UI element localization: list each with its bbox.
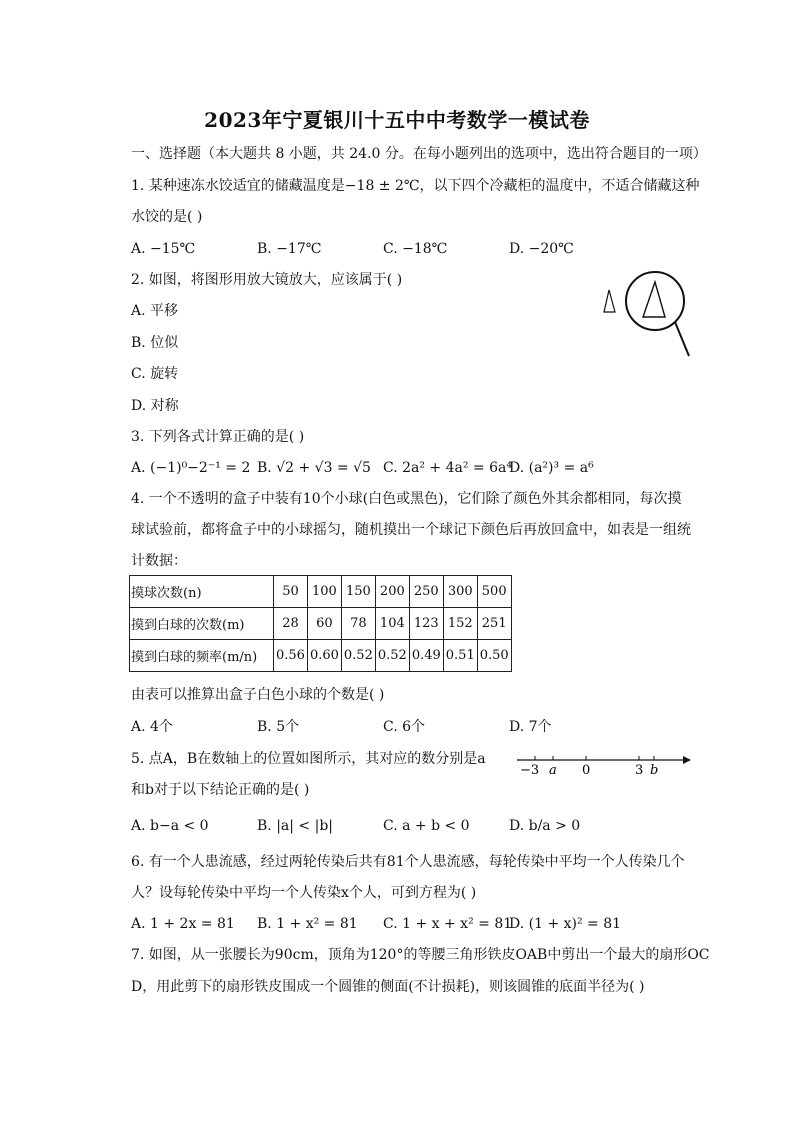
q3-option-d: D. (a²)³ = a⁶ <box>509 460 594 476</box>
table-cell: 500 <box>477 576 511 608</box>
table-row <box>130 608 512 640</box>
table-cell: 0.50 <box>477 640 511 672</box>
table-cell: 0.51 <box>443 640 477 672</box>
q1-option-a: A. −15℃ <box>131 241 196 257</box>
row-label: 摸球次数(n) <box>130 576 274 608</box>
table-cell: 0.52 <box>375 640 409 672</box>
q6-option-d: D. (1 + x)² = 81 <box>509 916 622 932</box>
number-line-figure <box>515 748 695 778</box>
q6-stem-line1: 6. 有一个人患流感，经过两轮传染后共有81个人患流感，每轮传染中平均一个人传染几个 <box>131 854 685 870</box>
magnifier-figure <box>598 268 698 360</box>
q7-stem-line1: 7. 如图，从一张腰长为90cm，顶角为120°的等腰三角形铁皮OAB中剪出一个最大的扇形OC <box>131 947 710 963</box>
q3-option-b: B. √2 + √3 = √5 <box>257 460 371 476</box>
q1-option-c: C. −18℃ <box>383 241 448 257</box>
q4-option-d: D. 7个 <box>509 719 552 735</box>
q2-option-d: D. 对称 <box>131 398 179 414</box>
exam-title: 2023年宁夏银川十五中中考数学一模试卷 <box>204 108 590 132</box>
table-cell: 300 <box>443 576 477 608</box>
q6-option-c: C. 1 + x + x² = 81 <box>383 916 513 932</box>
arrow-right-icon <box>683 756 691 764</box>
q5-option-a: A. b−a < 0 <box>131 818 209 834</box>
q1-option-d: D. −20℃ <box>509 241 574 257</box>
statistics-table <box>129 575 512 672</box>
q4-after-table: 由表可以推算出盒子白色小球的个数是( ) <box>131 687 385 703</box>
q4-stem-line1: 4. 一个不透明的盒子中装有10个小球(白色或黑色)，它们除了颜色外其余都相同，每次摸 <box>131 491 682 507</box>
label-neg3: −3 <box>520 763 540 778</box>
table-cell: 50 <box>274 576 308 608</box>
table-cell: 152 <box>443 608 477 640</box>
table-row <box>130 640 512 672</box>
q4-option-c: C. 6个 <box>383 719 426 735</box>
label-a: a <box>549 763 557 778</box>
q6-stem-line2: 人？设每轮传染中平均一个人传染x个人，可到方程为( ) <box>131 885 477 901</box>
q7-stem-line2: D，用此剪下的扇形铁皮围成一个圆锥的侧面(不计损耗)，则该圆锥的底面半径为( ) <box>131 979 645 995</box>
table-cell: 200 <box>375 576 409 608</box>
q2-stem: 2. 如图，将图形用放大镜放大，应该属于( ) <box>131 272 403 288</box>
q4-stem-line3: 计数据： <box>131 553 187 569</box>
q4-option-b: B. 5个 <box>257 719 300 735</box>
q6-option-b: B. 1 + x² = 81 <box>257 916 358 932</box>
q2-option-b: B. 位似 <box>131 335 179 351</box>
q5-stem-line1: 5. 点A，B在数轴上的位置如图所示，其对应的数分别是a <box>131 751 486 767</box>
row-label: 摸到白球的频率(m/n) <box>130 640 274 672</box>
q2-option-c: C. 旋转 <box>131 366 179 382</box>
table-cell: 0.60 <box>307 640 341 672</box>
table-cell: 0.49 <box>409 640 443 672</box>
label-0: 0 <box>582 763 591 778</box>
table-cell: 123 <box>409 608 443 640</box>
row-label: 摸到白球的次数(m) <box>130 608 274 640</box>
q2-option-a: A. 平移 <box>131 303 179 319</box>
q5-option-c: C. a + b < 0 <box>383 818 470 834</box>
table-cell: 250 <box>409 576 443 608</box>
table-cell: 251 <box>477 608 511 640</box>
q5-stem-line2: 和b对于以下结论正确的是( ) <box>131 782 310 798</box>
table-cell: 78 <box>341 608 375 640</box>
q5-option-d: D. b/a > 0 <box>509 818 581 834</box>
q3-stem: 3. 下列各式计算正确的是( ) <box>131 429 305 445</box>
table-cell: 100 <box>307 576 341 608</box>
magnifier-handle <box>675 322 689 356</box>
q3-option-c: C. 2a² + 4a² = 6a⁴ <box>383 460 512 476</box>
table-cell: 60 <box>307 608 341 640</box>
q3-option-a: A. (−1)⁰−2⁻¹ = 2 <box>131 460 251 476</box>
table-cell: 150 <box>341 576 375 608</box>
small-triangle <box>604 290 615 312</box>
table-cell: 28 <box>274 608 308 640</box>
q5-option-b: B. |a| < |b| <box>257 818 333 834</box>
q1-stem-line1: 1. 某种速冻水饺适宜的储藏温度是−18 ± 2℃，以下四个冷藏柜的温度中，不适合储藏这种 <box>131 178 700 194</box>
q6-option-a: A. 1 + 2x = 81 <box>131 916 235 932</box>
q1-stem-line2: 水饺的是( ) <box>131 209 203 225</box>
table-row <box>130 576 512 608</box>
label-3: 3 <box>635 763 644 778</box>
label-b: b <box>650 763 659 778</box>
q1-option-b: B. −17℃ <box>257 241 322 257</box>
table-cell: 0.56 <box>274 640 308 672</box>
q4-option-a: A. 4个 <box>131 719 173 735</box>
table-cell: 0.52 <box>341 640 375 672</box>
section-heading: 一、选择题（本大题共 8 小题，共 24.0 分。在每小题列出的选项中，选出符合题目的一项） <box>131 146 707 162</box>
table-cell: 104 <box>375 608 409 640</box>
magnified-triangle <box>643 282 665 317</box>
q4-stem-line2: 球试验前，都将盒子中的小球摇匀，随机摸出一个球记下颜色后再放回盒中，如表是一组统 <box>131 522 691 538</box>
